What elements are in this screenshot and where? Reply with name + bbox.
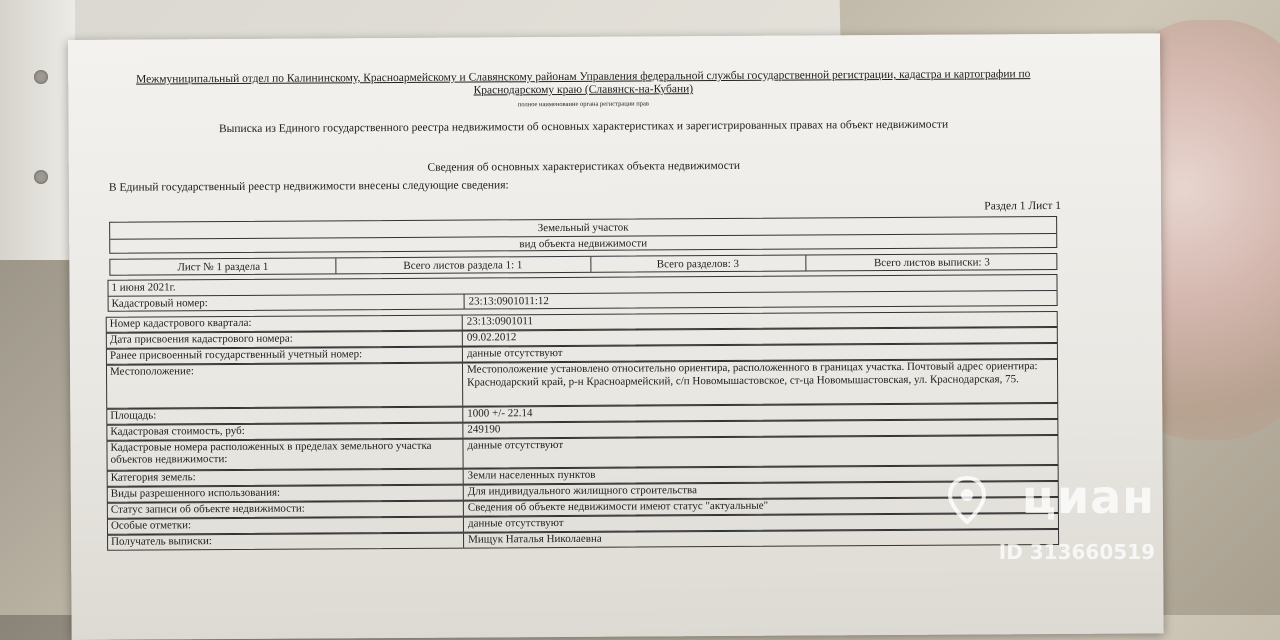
date-cadastral-box [107, 274, 1057, 312]
organization-name: Межмуниципальный отдел по Калининскому, Красноармейскому и Славянскому районам Управления федеральной службы государственной регистрации, кадастра и картографии по Краснодарскому краю (Славянск-на-Кубани) [136, 68, 1031, 97]
binder-edge [0, 0, 75, 260]
section-reference: Раздел 1 Лист 1 [984, 199, 1062, 213]
row-value: 249190 [467, 423, 501, 436]
row-label: Местоположение: [109, 365, 194, 378]
info-title: Сведения об основных характеристиках объекта недвижимости [427, 159, 741, 174]
row-value: данные отсутствуют [467, 516, 564, 530]
characteristics-table [106, 311, 1060, 577]
row-label: Ранее присвоенный государственный учетный номер: [109, 348, 363, 362]
object-type-box [109, 216, 1057, 254]
row-label: Виды разрешенного использования: [110, 486, 281, 500]
object-type-caption: вид объекта недвижимости [519, 237, 648, 251]
location-pin-icon [946, 476, 988, 524]
organization-caption: полное наименование органа регистрации прав [517, 100, 649, 109]
row-label: Особые отметки: [110, 519, 192, 532]
row-value: 1000 +/- 22.14 [467, 407, 533, 420]
document-title: Выписка из Единого государственного реестра недвижимости об основных характеристиках и зарегистрированных правах на объект недвижимости [218, 118, 949, 136]
row-label: Кадастровые номера расположенных в пределах земельного участка объектов недвижимости: [110, 439, 432, 466]
row-value: Сведения об объекте недвижимости имеют статус "актуальные" [467, 499, 769, 514]
row-label: Площадь: [110, 409, 157, 422]
row-label: Категория земель: [110, 471, 196, 484]
row-value: Для индивидуального жилищного строительства [467, 484, 697, 498]
binder-hole [34, 70, 48, 84]
intro-text: В Единый государственный реестр недвижимости внесены следующие сведения: [108, 179, 509, 194]
row-value: 23:13:0901011 [466, 315, 533, 328]
row-label: Дата присвоения кадастрового номера: [109, 332, 293, 346]
row-label: Получатель выписки: [111, 535, 212, 548]
sheet-number: Лист № 1 раздела 1 [177, 260, 269, 274]
cadastral-number-value: 23:13:0901011:12 [468, 295, 549, 308]
row-label: Кадастровая стоимость, руб: [110, 424, 245, 438]
row-value: данные отсутствуют [467, 438, 564, 452]
row-value: 09.02.2012 [466, 331, 517, 344]
cadastral-number-label: Кадастровый номер: [111, 297, 208, 310]
object-type: Земельный участок [537, 221, 629, 235]
document-date: 1 июня 2021г. [111, 281, 176, 294]
watermark-id: ID 313660519 [998, 540, 1155, 564]
watermark-brand: циан [1021, 470, 1155, 524]
row-label: Статус записи об объекте недвижимости: [110, 502, 305, 516]
row-value: данные отсутствуют [466, 346, 563, 360]
row-label: Номер кадастрового квартала: [109, 316, 252, 330]
row-value: Местоположение установлено относительно ориентира, расположенного в границах участка. Почтовый адрес ориентира: Краснодарский край, р-н Красноармейский, с/п Новомышастовское, ст-ца Новомышастовская, ул. Краснодарская, 75. [466, 360, 1038, 389]
row-value: Мищук Наталья Николаевна [468, 532, 602, 546]
table-row [106, 359, 1058, 409]
sheet-info-row [109, 253, 1057, 276]
total-sections: Всего разделов: 3 [656, 257, 740, 271]
total-sheets: Всего листов выписки: 3 [873, 256, 990, 270]
row-value: Земли населенных пунктов [467, 468, 596, 482]
total-sheets-section: Всего листов раздела 1: 1 [403, 259, 523, 272]
binder-hole [34, 170, 48, 184]
